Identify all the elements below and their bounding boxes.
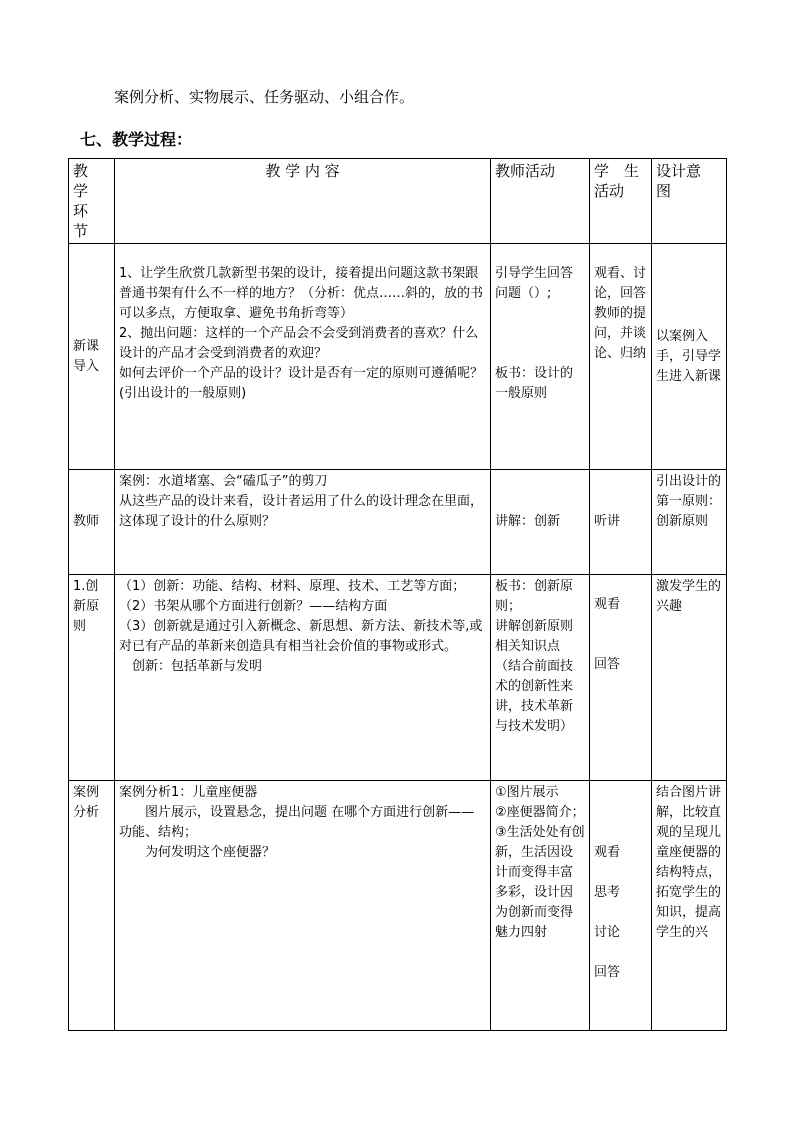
content-cell: 案例分析1：儿童座便器 图片展示，设置悬念，提出问题 在哪个方面进行创新——功能、结构； 为何发明这个座便器？ [115,781,491,1031]
content-cell: 1、让学生欣赏几款新型书架的设计，接着提出问题这款书架跟普通书架有什么不一样的地方？（分析：优点……斜的，放的书可以多点，方便取拿、避免书角折弯等） 2、抛出问题：这样的一个产品会不会受到消费者的喜欢？什么设计的产品才会受到消费者的欢迎？ 如何去评价一个产品的设计？设计是否有一定的原则可遵循呢？(引出设计的一般原则) [115,244,491,470]
stage-cell: 教师 [69,470,115,575]
student-activity-cell: 观看、讨论，回答教师的提问，并谈论、归纳 [590,244,652,470]
student-activity-cell: 听讲 [590,470,652,575]
design-intent-cell: 以案例入手，引导学生进入新课 [652,244,727,470]
header-stage: 教 学 环 节 [69,159,115,244]
table-row [69,244,727,470]
teaching-process-table [68,158,727,1031]
section-heading: 七、教学过程： [80,130,193,149]
stage-cell: 案例 分析 [69,781,115,1031]
student-activity-cell: 观看 思考 讨论 回答 [590,781,652,1031]
table-row [69,470,727,575]
teacher-activity-cell: ①图片展示 ②座便器简介； ③生活处处有创新，生活因设计而变得丰富多彩，设计因为创新而变得魅力四射 [491,781,590,1031]
header-student-activity: 学 生 活动 [590,159,652,244]
stage-cell: 1.创 新原 则 [69,575,115,781]
teaching-methods-line: 案例分析、实物展示、任务驱动、小组合作。 [114,88,415,106]
header-teacher-activity: 教师活动 [491,159,590,244]
table-row [69,781,727,1031]
stage-cell: 新课 导入 [69,244,115,470]
header-content: 教 学 内 容 [115,159,491,244]
header-design-intent: 设计意 图 [652,159,727,244]
design-intent-cell: 结合图片讲解，比较直观的呈现儿童座便器的结构特点，拓宽学生的知识，提高学生的兴 [652,781,727,1031]
teacher-activity-cell: 引导学生回答问题（）; 板书：设计的一般原则 [491,244,590,470]
teacher-activity-cell: 板书：创新原则； 讲解创新原则相关知识点（结合前面技术的创新性来讲，技术革新与技术发明） [491,575,590,781]
teacher-activity-cell: 讲解：创新 [491,470,590,575]
design-intent-cell: 引出设计的第一原则：创新原则 [652,470,727,575]
table-row [69,575,727,781]
content-cell: 案例：水道堵塞、会“磕瓜子”的剪刀 从这些产品的设计来看，设计者运用了什么的设计理念在里面，这体现了设计的什么原则？ [115,470,491,575]
design-intent-cell: 激发学生的兴趣 [652,575,727,781]
table-header-row [69,159,727,244]
content-cell: （1）创新：功能、结构、材料、原理、技术、工艺等方面；（2）书架从哪个方面进行创新？——结构方面 （3）创新就是通过引入新概念、新思想、新方法、新技术等,或对已有产品的革新来创造具有相当社会价值的事物或形式。 创新：包括革新与发明 [115,575,491,781]
student-activity-cell: 观看 回答 [590,575,652,781]
